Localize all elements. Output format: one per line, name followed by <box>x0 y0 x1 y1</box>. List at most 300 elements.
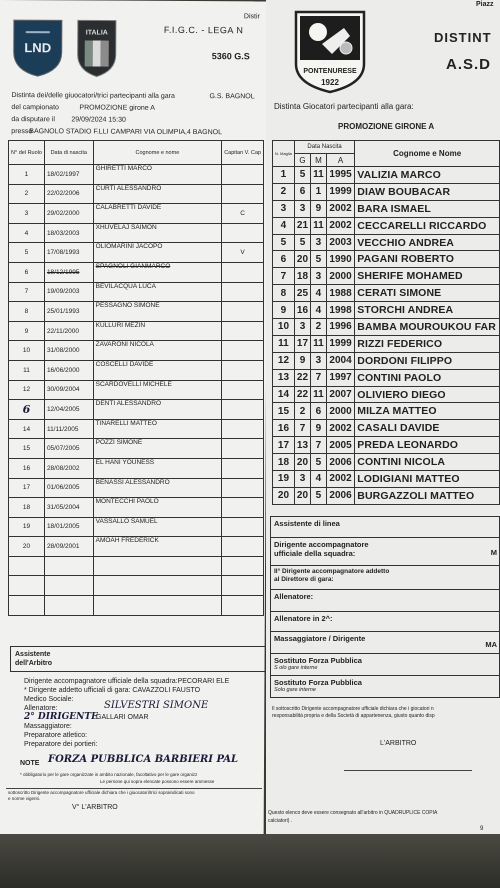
cell-name: CALABRETTI DAVIDE <box>93 204 222 224</box>
table-row <box>9 321 264 341</box>
cell-a: 2003 <box>326 234 355 251</box>
cell-name: BAMBA MOUROUKOU FAR <box>355 319 500 336</box>
table-row <box>273 302 500 319</box>
cell-name: MILZA MATTEO <box>355 403 500 420</box>
cell-m: 6 <box>311 403 327 420</box>
cell-m: 9 <box>311 420 327 437</box>
note-label: NOTE <box>20 760 40 767</box>
cell-num: 17 <box>9 478 45 498</box>
cell-n: 5 <box>273 234 295 251</box>
cell-dob: 18/01/2005 <box>44 517 93 537</box>
table-row <box>273 268 500 285</box>
right-declaration-1: Il sottoscritto Dirigente accompagnatore ufficiale dichiara che i giocatori n <box>272 706 434 712</box>
cell-n: 10 <box>273 319 295 336</box>
staff-massaggiatore: Massaggiatore: <box>24 723 72 730</box>
cell-num: 5 <box>9 243 45 263</box>
cell-a: 1990 <box>326 251 355 268</box>
logo-asd: A.S.D. <box>322 60 338 66</box>
arbitro-signature-line <box>344 770 472 771</box>
cell-m: 11 <box>311 167 327 184</box>
right-allenatore-label: Allenatore: <box>274 592 314 601</box>
cell-dob: 30/09/2004 <box>44 380 93 400</box>
right-dirigente <box>270 538 500 566</box>
cell-num: 9 <box>9 321 45 341</box>
cell-m: 4 <box>311 471 327 488</box>
table-row <box>9 204 264 224</box>
table-row <box>273 386 500 403</box>
right-allenatore2-label: Allenatore in 2^: <box>274 614 333 623</box>
cell-name: SCARDOVELLI MICHELE <box>93 380 222 400</box>
cell-n: 2 <box>273 183 295 200</box>
staff-dirigente-addetto: * Dirigente addetto ufficiali di gara: CAVAZZOLI FAUSTO <box>24 687 201 694</box>
cell-g: 16 <box>294 302 310 319</box>
table-row <box>9 223 264 243</box>
table-row <box>273 167 500 184</box>
table-row <box>273 234 500 251</box>
cell-cap <box>222 537 264 557</box>
cell-m: 4 <box>311 285 327 302</box>
cell-m: 5 <box>311 487 327 504</box>
table-row <box>273 285 500 302</box>
cell-name: DORDONI FILIPPO <box>355 352 500 369</box>
cell-name: DIAW BOUBACAR <box>355 183 500 200</box>
club-player-table <box>272 140 500 505</box>
cell-name: PREDA LEONARDO <box>355 437 500 454</box>
cell-g: 25 <box>294 285 310 302</box>
table-row <box>9 537 264 557</box>
cell-a: 1998 <box>326 302 355 319</box>
cell-name: POZZI SIMONE <box>93 439 222 459</box>
cell-name: VASSALLO SAMUEL <box>93 517 222 537</box>
championship-value: PROMOZIONE girone A <box>79 104 155 112</box>
federation-title: F.I.G.C. - LEGA N <box>163 24 244 36</box>
cell-num: 7 <box>9 282 45 302</box>
table-row <box>273 420 500 437</box>
cell-g: 2 <box>294 403 310 420</box>
cell-dob: 19/09/2003 <box>44 282 93 302</box>
cell-dob: 18/03/2003 <box>44 223 93 243</box>
cell-a: 2006 <box>326 454 355 471</box>
cell-n: 7 <box>273 268 295 285</box>
right-allenatore <box>270 590 500 612</box>
distinta-label: Distir <box>243 13 260 21</box>
cell-cap <box>222 184 264 204</box>
cell-g: 3 <box>294 471 310 488</box>
cell-dob: 22/02/2006 <box>44 184 93 204</box>
arbitro-label: V° L'ARBITRO <box>72 804 118 811</box>
cell-a: 2002 <box>326 200 355 217</box>
right-forza-pubblica-1 <box>270 654 500 676</box>
cell-m: 7 <box>311 369 327 386</box>
cell-g: 5 <box>294 234 310 251</box>
table-row <box>9 478 264 498</box>
cell-m: 3 <box>311 352 327 369</box>
cell-dob: 16/06/2000 <box>44 360 93 380</box>
cell-m: 9 <box>311 200 327 217</box>
cell-a: 2000 <box>326 268 355 285</box>
logo-text: PONTENURESE <box>303 68 357 75</box>
cell-n: 11 <box>273 335 295 352</box>
cell-num: 6 <box>9 262 45 282</box>
cell-cap <box>222 458 264 478</box>
table-row <box>9 302 264 322</box>
cell-n: 14 <box>273 386 295 403</box>
table-row <box>9 184 264 204</box>
cell-dob: 29/02/2000 <box>44 204 93 224</box>
cell-num: 12 <box>9 380 45 400</box>
staff-secondo-handwritten: 2° DIRIGENTE <box>24 712 98 722</box>
svg-text:ITALIA: ITALIA <box>85 29 108 37</box>
page-number: 9 <box>480 826 484 832</box>
cell-name: TINARELLI MATTEO <box>93 419 222 439</box>
table-row <box>273 454 500 471</box>
cell-name: VALIZIA MARCO <box>355 167 500 184</box>
cell-dob: 05/07/2005 <box>44 439 93 459</box>
cell-cap <box>222 360 264 380</box>
cell-a: 2002 <box>326 217 355 234</box>
col-header-name: Cognome e nome <box>93 141 222 165</box>
cell-n: 17 <box>273 437 295 454</box>
table-row <box>9 262 264 282</box>
cell-dob: 12/04/2005 <box>44 400 93 420</box>
cell-name: CONTINI NICOLA <box>355 454 500 471</box>
table-row <box>273 251 500 268</box>
cell-cap <box>222 439 264 459</box>
cell-a: 1988 <box>326 285 355 302</box>
right-footer-1: Questo elenco deve essere consegnato all'arbitro in QUADRUPLICE COPIA <box>268 810 438 816</box>
cell-name: OLIOMARINI JACOPO <box>93 243 222 263</box>
date-value: 29/09/2024 15:30 <box>71 116 126 124</box>
table-row <box>9 282 264 302</box>
cell-cap <box>222 165 264 185</box>
footer-declaration: sottoscritto Dirigente accompagnatore ufficiale dichiara che i giuocatori/trici sopraindicati sono <box>8 790 195 795</box>
cell-n: 13 <box>273 369 295 386</box>
cell-cap: C <box>222 204 264 224</box>
right-forza2-sub: Solo gare interne <box>274 687 316 693</box>
cell-n: 15 <box>273 403 295 420</box>
table-header-row <box>9 141 264 165</box>
table-row <box>9 400 264 420</box>
cell-cap: V <box>222 243 264 263</box>
cell-num: 1 <box>9 165 45 185</box>
cell-m: 5 <box>311 251 327 268</box>
cell-m: 4 <box>311 302 327 319</box>
cell-n: 18 <box>273 454 295 471</box>
figc-player-table <box>8 140 264 616</box>
cell-g: 22 <box>294 369 310 386</box>
cell-cap <box>222 517 264 537</box>
right-assistente <box>270 516 500 538</box>
right-declaration-2: responsabilità propria e della Società di appartenenza, giusto quanto disp <box>272 713 435 719</box>
note-small-2: Le persone qui sopra elencate possono essere ammesse <box>100 779 215 784</box>
cell-name: AMOAH FREDERICK <box>93 537 222 557</box>
cell-name: CECCARELLI RICCARDO <box>355 217 500 234</box>
cell-name: VECCHIO ANDREA <box>355 234 500 251</box>
table-row <box>273 319 500 336</box>
lnd-logo <box>12 18 64 78</box>
table-row <box>9 243 264 263</box>
cell-a: 2000 <box>326 403 355 420</box>
cell-n: 3 <box>273 200 295 217</box>
cell-a: 1999 <box>326 183 355 200</box>
cell-num: 20 <box>9 537 45 557</box>
table-row <box>9 498 264 518</box>
cell-name: CURTI ALESSANDRO <box>93 184 222 204</box>
cell-m: 11 <box>311 386 327 403</box>
cell-dob: 17/08/1993 <box>44 243 93 263</box>
col-header-a: A <box>326 154 355 167</box>
cell-m: 7 <box>311 437 327 454</box>
cell-dob: 18/02/1997 <box>44 165 93 185</box>
right-dirigente-value: M <box>490 548 497 557</box>
right-footer-2: calciatori) . <box>268 818 293 824</box>
right-forza1-sub: S olo gare interne <box>274 665 318 671</box>
team-code: 5360 G.S <box>211 51 250 62</box>
cell-name: BENASSI ALESSANDRO <box>93 478 222 498</box>
cell-cap <box>222 282 264 302</box>
date-label: da disputare il <box>11 116 55 124</box>
cell-name: LODIGIANI MATTEO <box>355 471 500 488</box>
cell-g: 9 <box>294 352 310 369</box>
cell-g: 17 <box>294 335 310 352</box>
lnd-shield-icon <box>12 18 64 78</box>
staff-prep-portieri: Preparatore dei portieri: <box>24 741 98 748</box>
right-massaggiatore-value: MA <box>485 640 497 649</box>
right-secondo-dirigente <box>270 566 500 590</box>
empty-row <box>9 596 264 616</box>
empty-row <box>9 556 264 576</box>
italia-shield-icon <box>76 18 118 78</box>
cell-dob: 31/08/2000 <box>44 341 93 361</box>
cell-a: 2006 <box>326 487 355 504</box>
cell-cap <box>222 380 264 400</box>
cell-cap <box>222 478 264 498</box>
cell-a: 2002 <box>326 420 355 437</box>
cell-num: 4 <box>9 223 45 243</box>
cell-dob: 01/06/2005 <box>44 478 93 498</box>
cell-n: 6 <box>273 251 295 268</box>
cell-g: 20 <box>294 454 310 471</box>
note-small-1: * obbligatorio per le gare organizzate in ambito nazionale, facoltativo per le gare organizz <box>20 772 198 777</box>
col-header-maglia: N. Maglia <box>273 141 295 167</box>
cell-n: 19 <box>273 471 295 488</box>
cell-name: CASALI DAVIDE <box>355 420 500 437</box>
cell-g: 13 <box>294 437 310 454</box>
cell-m: 11 <box>311 217 327 234</box>
cell-a: 2004 <box>326 352 355 369</box>
cell-cap <box>222 341 264 361</box>
table-row <box>9 458 264 478</box>
table-row <box>9 360 264 380</box>
cell-name: SHERIFE MOHAMED <box>355 268 500 285</box>
col-header-g: G <box>294 154 310 167</box>
team-name: G.S. BAGNOL <box>209 93 255 101</box>
cell-name: PAGANI ROBERTO <box>355 251 500 268</box>
championship-label: del campionato <box>11 104 59 112</box>
cell-m: 1 <box>311 183 327 200</box>
cell-cap <box>222 302 264 322</box>
cell-g: 7 <box>294 420 310 437</box>
table-row <box>273 217 500 234</box>
cell-name: EL HANI YOUNESS <box>93 458 222 478</box>
right-forza1-label: Sostituto Forza Pubblica <box>274 656 362 665</box>
cell-num: 3 <box>9 204 45 224</box>
cell-name: RIZZI FEDERICO <box>355 335 500 352</box>
cell-name: COSCELLI DAVIDE <box>93 360 222 380</box>
right-forza-pubblica-2 <box>270 676 500 698</box>
col-header-data-nascita: Data Nascita <box>294 141 354 154</box>
staff-prep-atletico: Preparatore atletico: <box>24 732 88 739</box>
right-dirigente-label: Dirigente accompagnatore ufficiale della squadra: <box>274 540 369 558</box>
table-row <box>273 369 500 386</box>
right-assistente-label: Assistente di linea <box>274 519 340 528</box>
cell-num: 15 <box>9 439 45 459</box>
cell-dob: 18/12/1995 <box>44 262 93 282</box>
cell-num: 16 <box>9 458 45 478</box>
cell-name: STORCHI ANDREA <box>355 302 500 319</box>
distinta-text: Distinta dei/delle giuocatori/trici partecipanti alla gara <box>11 92 175 100</box>
cell-name: SPAGNOLI GIANMARCO <box>93 262 222 282</box>
cell-name: XHUVELAJ SAIMON <box>93 223 222 243</box>
col-header-dob: Data di nascita <box>44 141 93 165</box>
table-row <box>273 437 500 454</box>
right-secondo-label: II° Dirigente accompagnatore addetto al Direttore di gara: <box>274 568 390 583</box>
cell-g: 3 <box>294 200 310 217</box>
cell-n: 20 <box>273 487 295 504</box>
cell-dob: 31/05/2004 <box>44 498 93 518</box>
cell-dob: 22/11/2000 <box>44 321 93 341</box>
note-handwritten: FORZA PUBBLICA BARBIERI PAL <box>48 754 239 765</box>
cell-n: 16 <box>273 420 295 437</box>
right-distinta-text: Distinta Giocatori partecipanti alla gara: <box>274 102 414 111</box>
cell-n: 9 <box>273 302 295 319</box>
logo-year: 1922 <box>321 78 339 87</box>
cell-cap <box>222 321 264 341</box>
cell-cap <box>222 498 264 518</box>
right-arbitro-label: L'ARBITRO <box>380 740 417 747</box>
cell-m: 2 <box>311 319 327 336</box>
cell-m: 5 <box>311 454 327 471</box>
table-row <box>273 403 500 420</box>
right-forza2-label: Sostituto Forza Pubblica <box>274 678 362 687</box>
cell-num: 19 <box>9 517 45 537</box>
floor-background <box>0 834 500 888</box>
assistente-box <box>10 646 266 672</box>
table-row <box>273 335 500 352</box>
cell-cap <box>222 419 264 439</box>
cell-g: 18 <box>294 268 310 285</box>
cell-num: 11 <box>9 360 45 380</box>
cell-g: 3 <box>294 319 310 336</box>
cell-dob: 25/01/1993 <box>44 302 93 322</box>
cell-name: PESSAGNO SIMONE <box>93 302 222 322</box>
cell-num: 18 <box>9 498 45 518</box>
table-row <box>9 165 264 185</box>
club-name: A.S.D <box>446 56 492 73</box>
cell-g: 6 <box>294 183 310 200</box>
table-row <box>273 471 500 488</box>
assistente-label: Assistente dell'Arbitro <box>15 651 53 667</box>
cell-name: OLIVIERO DIEGO <box>355 386 500 403</box>
distinta-title: DISTINT <box>434 30 492 45</box>
staff-dirigente: Dirigente accompagnatore ufficiale della squadra:PECORARI ELE <box>24 678 230 685</box>
cell-m: 3 <box>311 268 327 285</box>
col-header-cognome: Cognome e Nome <box>355 141 500 167</box>
cell-n: 8 <box>273 285 295 302</box>
cell-dob: 11/11/2005 <box>44 419 93 439</box>
cell-name: KULLURI MEZIN <box>93 321 222 341</box>
cell-name: BURGAZZOLI MATTEO <box>355 487 500 504</box>
cell-name: BARA ISMAEL <box>355 200 500 217</box>
cell-cap <box>222 262 264 282</box>
cell-m: 3 <box>311 234 327 251</box>
right-girone: PROMOZIONE GIRONE A <box>338 122 435 131</box>
cell-a: 2005 <box>326 437 355 454</box>
cell-n: 12 <box>273 352 295 369</box>
cell-m: 11 <box>311 335 327 352</box>
col-header-m: M <box>311 154 327 167</box>
cell-cap <box>222 400 264 420</box>
table-row <box>9 341 264 361</box>
italia-logo <box>76 18 118 78</box>
cell-name: MONTECCHI PAOLO <box>93 498 222 518</box>
cell-name: DENTI ALESSANDRO <box>93 400 222 420</box>
cell-g: 20 <box>294 487 310 504</box>
cell-g: 21 <box>294 217 310 234</box>
staff-medico: Medico Sociale: <box>24 696 74 703</box>
table-row <box>9 439 264 459</box>
cell-num: 8 <box>9 302 45 322</box>
cell-cap <box>222 223 264 243</box>
col-header-cap: Capitan V. Cap <box>222 141 264 165</box>
cell-a: 1999 <box>326 335 355 352</box>
cell-name: CONTINI PAOLO <box>355 369 500 386</box>
cell-num: 10 <box>9 341 45 361</box>
right-massaggiatore <box>270 632 500 654</box>
venue-label: presso <box>11 128 33 136</box>
cell-g: 22 <box>294 386 310 403</box>
cell-name: ZAVARONI NICOLA <box>93 341 222 361</box>
cell-g: 5 <box>294 167 310 184</box>
cell-name: CERATI SIMONE <box>355 285 500 302</box>
cell-name: GHIRETTI MARCO <box>93 165 222 185</box>
cell-n: 1 <box>273 167 295 184</box>
cell-num: 6 <box>9 400 45 420</box>
cell-a: 2007 <box>326 386 355 403</box>
cell-num: 2 <box>9 184 45 204</box>
cell-g: 20 <box>294 251 310 268</box>
table-row <box>273 352 500 369</box>
right-massaggiatore-label: Massaggiatore / Dirigente <box>274 634 366 643</box>
col-header-num: N° del Ruolo <box>9 141 45 165</box>
table-header-row <box>273 141 500 154</box>
empty-row <box>9 576 264 596</box>
cell-a: 1996 <box>326 319 355 336</box>
cell-name: BEVILACQUA LUCA <box>93 282 222 302</box>
table-row <box>273 183 500 200</box>
cell-a: 1995 <box>326 167 355 184</box>
footer-norme: e norme vigenti. <box>8 796 41 801</box>
table-row <box>9 380 264 400</box>
location-label: Piazz <box>476 1 494 8</box>
table-row <box>9 419 264 439</box>
cell-dob: 28/08/2002 <box>44 458 93 478</box>
table-row <box>273 487 500 504</box>
cell-num: 14 <box>9 419 45 439</box>
staff-allenatore-handwritten: SILVESTRI SIMONE <box>104 700 209 711</box>
right-allenatore2 <box>270 612 500 632</box>
staff-allenatore: Allenatore: <box>24 705 58 712</box>
